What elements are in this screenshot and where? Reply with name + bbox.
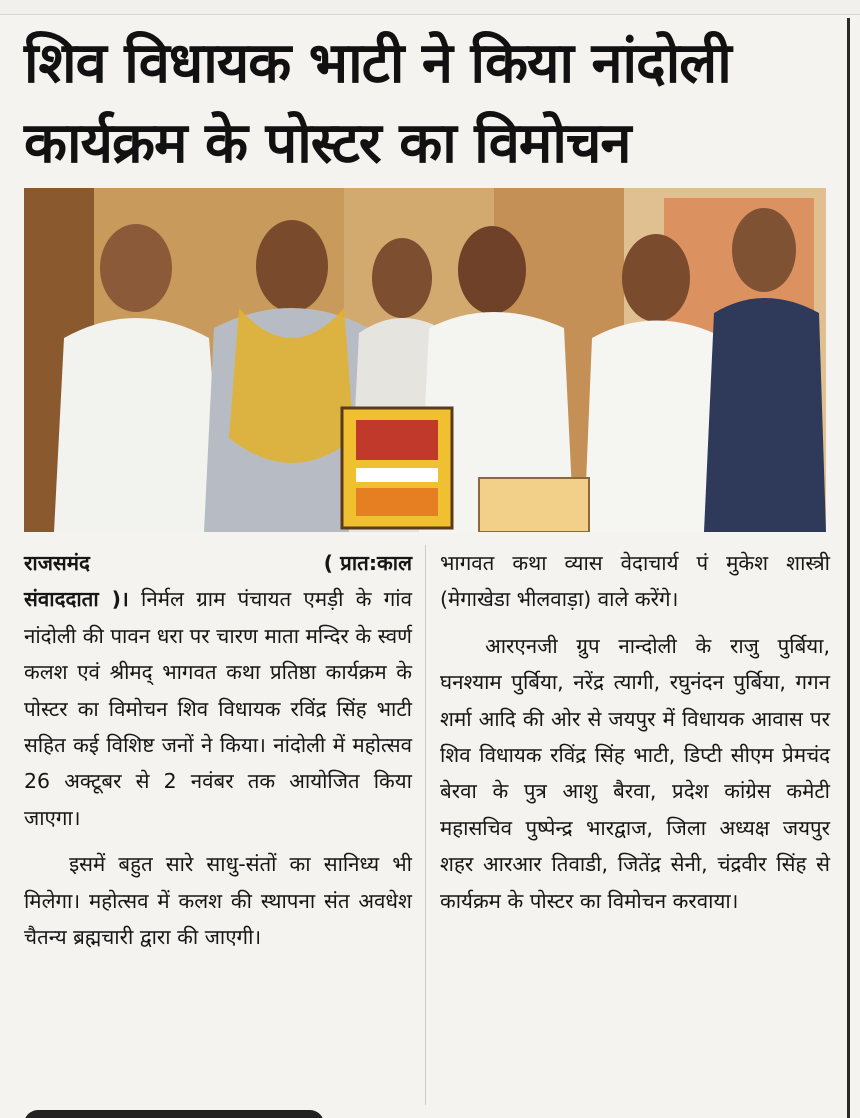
group-photo-icon <box>24 188 826 532</box>
paragraph-2: इसमें बहुत सारे साधु-संतों का सानिध्य भी मिलेगा। महोत्सव में कलश की स्थापना संत अवधेश चैतन्य ब्रह्मचारी द्वारा की जाएगी। <box>24 852 412 950</box>
paragraph-3: भागवत कथा व्यास वेदाचार्य पं मुकेश शास्त्री (मेगाखेडा भीलवाड़ा) वाले करेंगे। <box>440 551 830 612</box>
paragraph-1: संवाददाता )। निर्मल ग्राम पंचायत एमड़ी के गांव नांदोली की पावन धरा पर चारण माता मन्दिर के स्वर्ण कलश एवं श्रीमद् भागवत कथा प्रतिष्ठा कार्यक्रम के पोस्टर का विमोचन शिव विधायक रविंद्र सिंह भाटी सहित कई विशिष्ट जनों ने किया। नांदोली में महोत्सव 26 अक्टूबर से 2 नवंबर तक आयोजित किया जाएगा। <box>24 587 412 830</box>
column-divider <box>425 545 426 1105</box>
paragraph-1-text: निर्मल ग्राम पंचायत एमड़ी के गांव नांदोली की पावन धरा पर चारण माता मन्दिर के स्वर्ण कलश एवं श्रीमद् भागवत कथा प्रतिष्ठा कार्यक्रम के पोस्टर का विमोचन शिव विधायक रविंद्र सिंह भाटी सहित कई विशिष्ट जनों ने किया। नांदोली में महोत्सव 26 अक्टूबर से 2 नवंबर तक आयोजित किया जाएगा। <box>24 587 412 830</box>
dateline-bureau-open: ( प्रात:काल <box>323 551 412 575</box>
article-column-right <box>440 545 830 919</box>
article-column-left <box>24 545 412 955</box>
next-headline-edge <box>24 1104 404 1118</box>
previous-article-edge <box>0 0 860 15</box>
headline-line-1: शिव विधायक भाटी ने किया नांदोली <box>24 31 731 96</box>
dateline <box>24 545 412 581</box>
headline <box>24 24 836 184</box>
dateline-place: राजसमंद <box>24 551 90 575</box>
column-rule <box>847 18 850 1118</box>
headline-line-2: कार्यक्रम के पोस्टर का विमोचन <box>24 111 631 176</box>
paragraph-4: आरएनजी ग्रुप नान्दोली के राजु पुर्बिया, घनश्याम पुर्बिया, नरेंद्र त्यागी, रघुनंदन पुर्बिया, गगन शर्मा आदि की ओर से जयपुर में विधायक आवास पर शिव विधायक रविंद्र सिंह भाटी, डिप्टी सीएम प्रेमचंद बेरवा के पुत्र आशु बैरवा, प्रदेश कांग्रेस कमेटी महासचिव पुष्पेन्द्र भारद्वाज, जिला अध्यक्ष जयपुर शहर आरआर तिवाडी, जितेंद्र सेनी, चंद्रवीर सिंह से कार्यक्रम के पोस्टर का विमोचन करवाया। <box>440 633 830 913</box>
news-photo <box>24 188 826 532</box>
